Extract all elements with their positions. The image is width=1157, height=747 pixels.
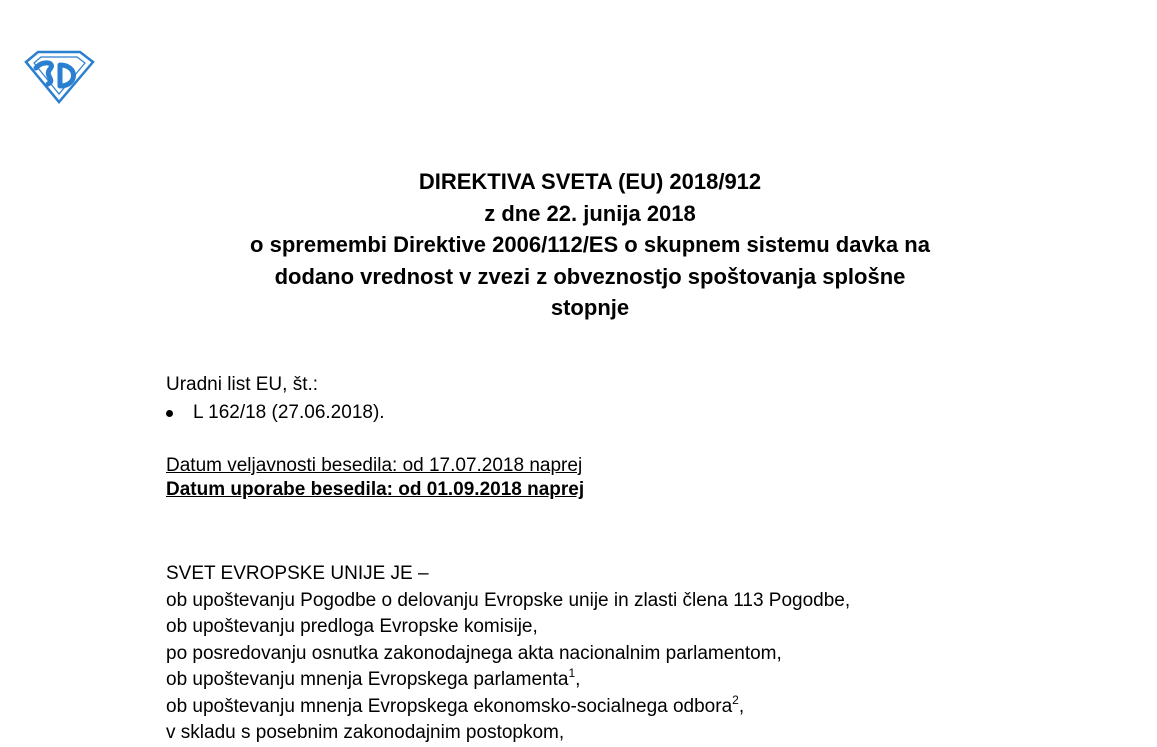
title-line: dodano vrednost v zvezi z obveznostjo spoštovanja splošne: [274, 263, 906, 289]
preamble-line: ob upoštevanju predloga Evropske komisije,: [166, 616, 538, 637]
title-line: DIREKTIVA SVETA (EU) 2018/912: [418, 169, 762, 194]
footnote-ref[interactable]: 2: [732, 692, 739, 707]
footnote-ref[interactable]: 1: [568, 666, 576, 680]
application-date: Datum uporabe besedila: od 01.09.2018 naprej: [166, 479, 585, 500]
title-line: stopnje: [550, 295, 630, 320]
preamble-line: ob upoštevanju mnenja Evropskega ekonomsko-socialnega odbora$^2$,: [166, 692, 745, 717]
preamble-line: ob upoštevanju mnenja Evropskega parlamenta$^1$,: [166, 666, 581, 690]
preamble: [166, 561, 850, 747]
document-title: [160, 166, 1020, 324]
title-line: o spremembi Direktive 2006/112/ES o skupnem sistemu davka na: [250, 232, 930, 257]
preamble-line: SVET EVROPSKE UNIJE JE –: [166, 563, 429, 584]
shield-logo-icon: [22, 48, 96, 104]
bullet-icon: [166, 410, 173, 417]
preamble-line: v skladu s posebnim zakonodajnim postopkom,: [166, 722, 565, 743]
preamble-line: po posredovanju osnutka zakonodajnega akta nacionalnim parlamentom,: [166, 642, 782, 664]
title-line: z dne 22. junija 2018: [484, 200, 696, 226]
source-label: Uradni list EU, št.:: [166, 374, 319, 395]
preamble-line: ob upoštevanju Pogodbe o delovanju Evropske unije in zlasti člena 113 Pogodbe,: [166, 589, 851, 611]
publisher-logo: [22, 48, 96, 104]
source-reference: L 162/18 (27.06.2018).: [193, 402, 385, 423]
validity-date: Datum veljavnosti besedila: od 17.07.2018 naprej: [166, 455, 583, 476]
